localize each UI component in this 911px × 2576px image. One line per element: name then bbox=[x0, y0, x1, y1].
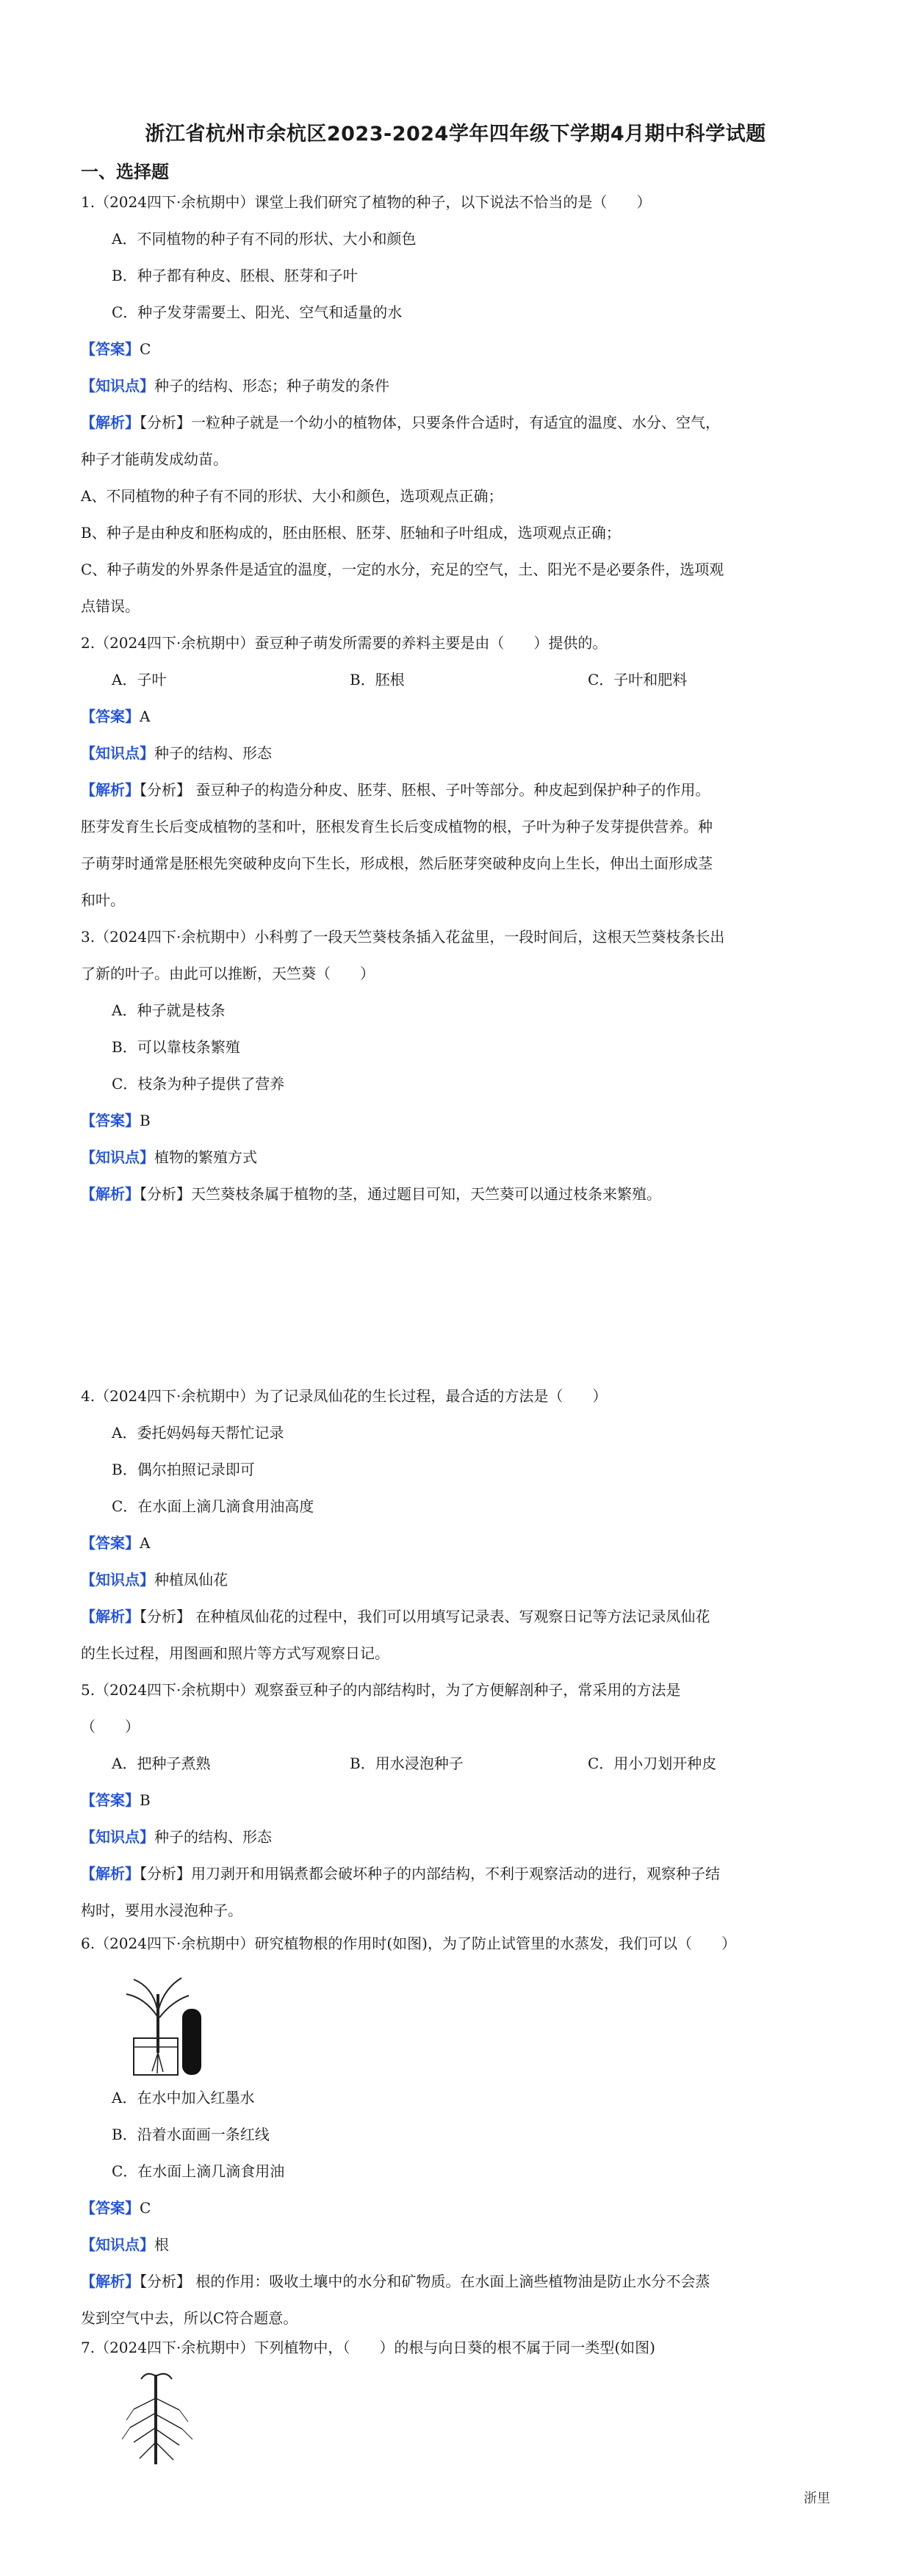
analysis-line: 点错误。 bbox=[81, 597, 140, 615]
analysis-text: 【分析】用刀剥开和用锅煮都会破坏种子的内部结构，不利于观察活动的进行，观察种子结 bbox=[140, 1865, 720, 1882]
answer-tag: 【答案】 bbox=[81, 1791, 140, 1809]
question-stem-cont: （ ） bbox=[81, 1718, 140, 1735]
question-stem-cont: 了新的叶子。由此可以推断，天竺葵（ ） bbox=[81, 965, 375, 982]
option-b: B．种子都有种皮、胚根、胚芽和子叶 bbox=[112, 267, 358, 284]
knowledge-value: 植物的繁殖方式 bbox=[154, 1148, 257, 1166]
answer-tag: 【答案】 bbox=[81, 340, 140, 358]
taproot-illustration bbox=[112, 2369, 215, 2472]
option-b: B．可以靠枝条繁殖 bbox=[112, 1038, 240, 1056]
option-b: B．用水浸泡种子 bbox=[350, 1755, 464, 1772]
section-heading: 一、选择题 bbox=[81, 162, 169, 182]
analysis-line: 种子才能萌发成幼苗。 bbox=[81, 450, 228, 468]
analysis-text: 【分析】 在种植凤仙花的过程中，我们可以用填写记录表、写观察日记等方法记录凤仙花 bbox=[140, 1608, 710, 1625]
analysis-tag: 【解析】 bbox=[81, 1865, 140, 1882]
answer-value: C bbox=[140, 2199, 151, 2217]
knowledge-line bbox=[81, 1818, 838, 1855]
option-b: B．沿着水面画一条红线 bbox=[112, 2126, 270, 2143]
analysis-tag: 【解析】 bbox=[81, 781, 140, 799]
analysis-line bbox=[81, 771, 838, 808]
question-stem: 5.（2024四下·余杭期中）观察蚕豆种子的内部结构时，为了方便解剖种子，常采用的方法是 bbox=[81, 1681, 681, 1699]
answer-line bbox=[81, 1782, 838, 1818]
question-7 bbox=[81, 2329, 838, 2476]
option-a: A．委托妈妈每天帮忙记录 bbox=[112, 1424, 284, 1442]
option-c: C．在水面上滴几滴食用油高度 bbox=[112, 1497, 314, 1515]
option-c: C．子叶和肥料 bbox=[588, 671, 688, 688]
knowledge-tag: 【知识点】 bbox=[81, 1828, 154, 1846]
knowledge-tag: 【知识点】 bbox=[81, 1148, 154, 1166]
answer-tag: 【答案】 bbox=[81, 1112, 140, 1129]
option-a: A．种子就是枝条 bbox=[112, 1001, 226, 1019]
question-stem: 4.（2024四下·余杭期中）为了记录凤仙花的生长过程，最合适的方法是（ ） bbox=[81, 1387, 608, 1405]
option-a: A．子叶 bbox=[112, 671, 167, 688]
knowledge-line bbox=[81, 367, 838, 404]
option-c: C．枝条为种子提供了营养 bbox=[112, 1075, 285, 1093]
analysis-text: 【分析】天竺葵枝条属于植物的茎，通过题目可知，天竺葵可以通过枝条来繁殖。 bbox=[140, 1185, 661, 1203]
knowledge-value: 种植凤仙花 bbox=[154, 1571, 228, 1589]
sunflower-root-figure bbox=[81, 2366, 838, 2476]
question-stem: 6.（2024四下·余杭期中）研究植物根的作用时(如图)，为了防止试管里的水蒸发，我们可以（ ） bbox=[81, 1935, 736, 1952]
analysis-tag: 【解析】 bbox=[81, 2273, 140, 2290]
options-row bbox=[81, 661, 838, 698]
answer-tag: 【答案】 bbox=[81, 2199, 140, 2217]
analysis-tag: 【解析】 bbox=[81, 414, 140, 431]
option-c: C．种子发芽需要土、阳光、空气和适量的水 bbox=[112, 303, 403, 321]
knowledge-line bbox=[81, 735, 838, 771]
analysis-line: 和叶。 bbox=[81, 891, 125, 909]
answer-value: B bbox=[140, 1791, 151, 1809]
option-a: A．不同植物的种子有不同的形状、大小和颜色 bbox=[112, 230, 417, 248]
answer-line bbox=[81, 698, 838, 735]
analysis-tag: 【解析】 bbox=[81, 1608, 140, 1625]
knowledge-tag: 【知识点】 bbox=[81, 744, 154, 762]
option-b: B．胚根 bbox=[350, 671, 405, 688]
knowledge-value: 根 bbox=[154, 2236, 169, 2253]
question-5 bbox=[81, 1672, 838, 1929]
question-stem: 7.（2024四下·余杭期中）下列植物中，（ ）的根与向日葵的根不属于同一类型(如图) bbox=[81, 2339, 655, 2356]
knowledge-tag: 【知识点】 bbox=[81, 2236, 154, 2253]
analysis-tag: 【解析】 bbox=[81, 1185, 140, 1203]
page-title: 浙江省杭州市余杭区2023-2024学年四年级下学期4月期中科学试题 bbox=[145, 123, 766, 145]
answer-line bbox=[81, 1102, 838, 1139]
option-a: A．在水中加入红墨水 bbox=[112, 2089, 255, 2107]
analysis-text: 【分析】 蚕豆种子的构造分种皮、胚芽、胚根、子叶等部分。种皮起到保护种子的作用。 bbox=[140, 781, 710, 799]
option-b: B．偶尔拍照记录即可 bbox=[112, 1461, 255, 1478]
analysis-line: B、种子是由种皮和胚构成的，胚由胚根、胚芽、胚轴和子叶组成，选项观点正确； bbox=[81, 524, 621, 542]
answer-value: A bbox=[140, 708, 151, 725]
analysis-line: A、不同植物的种子有不同的形状、大小和颜色，选项观点正确； bbox=[81, 487, 503, 505]
plant-test-tube-illustration bbox=[112, 1965, 229, 2082]
knowledge-tag: 【知识点】 bbox=[81, 377, 154, 395]
page-footer: 浙里 bbox=[804, 2491, 830, 2506]
root-experiment-figure bbox=[81, 1962, 838, 2079]
answer-line bbox=[81, 331, 838, 367]
analysis-line bbox=[81, 404, 838, 441]
analysis-line: C、种子萌发的外界条件是适宜的温度，一定的水分，充足的空气，土、阳光不是必要条件，选项观 bbox=[81, 561, 724, 578]
analysis-line bbox=[81, 1176, 838, 1212]
question-6 bbox=[81, 1925, 838, 2336]
question-2 bbox=[81, 625, 838, 918]
analysis-line: 的生长过程，用图画和照片等方式写观察日记。 bbox=[81, 1644, 389, 1662]
analysis-line: 胚芽发育生长后变成植物的茎和叶，胚根发育生长后变成植物的根，子叶为种子发芽提供营养。种 bbox=[81, 818, 713, 835]
knowledge-value: 种子的结构、形态 bbox=[154, 1828, 272, 1846]
knowledge-line bbox=[81, 2226, 838, 2263]
answer-tag: 【答案】 bbox=[81, 708, 140, 725]
knowledge-value: 种子的结构、形态 bbox=[154, 744, 272, 762]
option-c: C．在水面上滴几滴食用油 bbox=[112, 2162, 285, 2180]
analysis-line bbox=[81, 1855, 838, 1892]
answer-tag: 【答案】 bbox=[81, 1534, 140, 1552]
knowledge-line bbox=[81, 1139, 838, 1176]
answer-line bbox=[81, 1525, 838, 1561]
analysis-line bbox=[81, 1598, 838, 1635]
analysis-text: 【分析】 根的作用：吸收土壤中的水分和矿物质。在水面上滴些植物油是防止水分不会蒸 bbox=[140, 2273, 710, 2290]
option-c: C．用小刀划开种皮 bbox=[588, 1755, 717, 1772]
knowledge-tag: 【知识点】 bbox=[81, 1571, 154, 1589]
knowledge-value: 种子的结构、形态；种子萌发的条件 bbox=[154, 377, 389, 395]
question-4 bbox=[81, 1378, 838, 1672]
analysis-line: 子萌芽时通常是胚根先突破种皮向下生长，形成根，然后胚芽突破种皮向上生长，伸出土面形成茎 bbox=[81, 855, 713, 872]
analysis-line: 构时，要用水浸泡种子。 bbox=[81, 1902, 242, 1919]
question-stem: 3.（2024四下·余杭期中）小科剪了一段天竺葵枝条插入花盆里，一段时间后，这根天竺葵枝条长出 bbox=[81, 928, 725, 946]
option-a: A．把种子煮熟 bbox=[112, 1755, 211, 1772]
question-1 bbox=[81, 184, 838, 625]
question-stem: 2.（2024四下·余杭期中）蚕豆种子萌发所需要的养料主要是由（ ）提供的。 bbox=[81, 634, 608, 652]
answer-value: C bbox=[140, 340, 151, 358]
analysis-line: 发到空气中去，所以C符合题意。 bbox=[81, 2309, 298, 2327]
analysis-text: 【分析】一粒种子就是一个幼小的植物体，只要条件合适时，有适宜的温度、水分、空气， bbox=[140, 414, 720, 431]
answer-value: A bbox=[140, 1534, 151, 1552]
analysis-line bbox=[81, 2263, 838, 2300]
question-stem: 1.（2024四下·余杭期中）课堂上我们研究了植物的种子，以下说法不恰当的是（ ） bbox=[81, 193, 652, 211]
answer-line bbox=[81, 2190, 838, 2226]
answer-value: B bbox=[140, 1112, 151, 1129]
knowledge-line bbox=[81, 1561, 838, 1598]
question-3 bbox=[81, 918, 838, 1212]
options-row bbox=[81, 1745, 838, 1782]
